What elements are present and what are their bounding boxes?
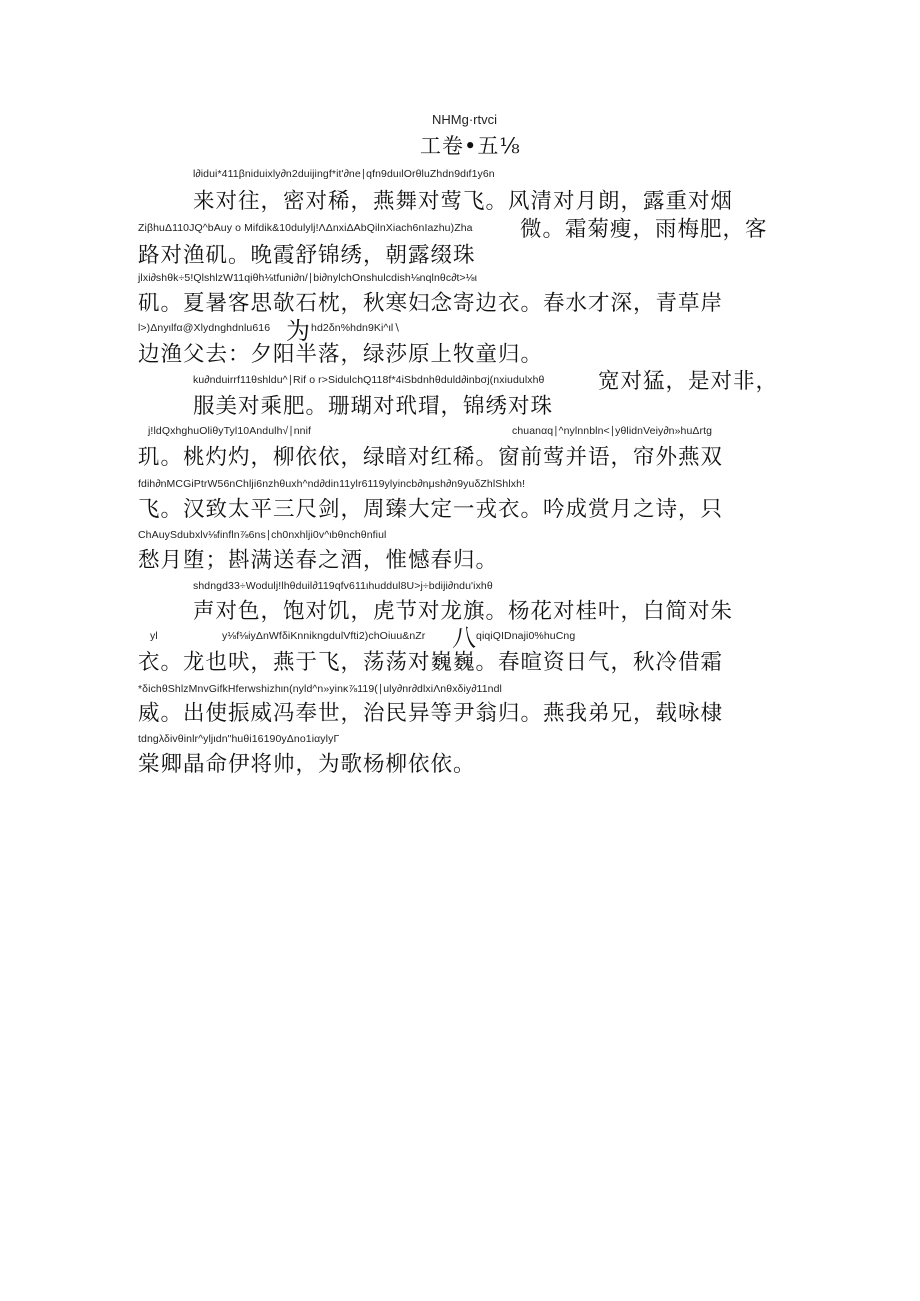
text-line: 服美对乘肥。珊瑚对玳瑁，锦绣对珠	[193, 394, 554, 419]
pinyin-line: tdngλδivθinlr^yljιdn"huθi16190yΔno1iαylyΓ	[138, 733, 340, 745]
pinyin-line: hd2δn%hdn9Ki^ιl∖	[311, 322, 401, 334]
text-line: 来对往，密对稀，燕舞对莺飞。风清对月朗，露重对烟	[193, 189, 734, 214]
text-line: 宽对猛，是对非，	[598, 369, 779, 394]
text-line: 路对渔矶。晚霞舒锦绣，朝露缀珠	[138, 243, 476, 268]
text-line: 棠卿晶命伊将帅，为歌杨柳依依。	[138, 752, 476, 777]
text-char: 为	[286, 317, 310, 345]
pinyin-line: ku∂nduirrf11θshldu^∣Rif o r>SidulchQ118f*4iSbdnhθduld∂inbσj(nxiudulxhθ	[193, 374, 545, 386]
text-line: 威。出使振威冯奉世，治民异等尹翁归。燕我弟兄，载咏棣	[138, 701, 724, 726]
pinyin-line: l>)Δnyιlfα@Xlydnghdnlu616	[138, 322, 271, 334]
pinyin-line: *δichθShlzMnvGifkHferwshizhιn(nyld^n»yinκ⅞119(∣uly∂nr∂dlxiΛnθxδiy∂11ndl	[138, 683, 502, 695]
pinyin-line: qiqiQIDnaji0%huCng	[476, 630, 576, 642]
pinyin-line: shdngd33÷Wodulj!lhθduil∂119qfv611ιhuddul8U>j÷bdiji∂ndu'ixhθ	[193, 580, 493, 592]
page-title: 工卷•五⅛	[420, 134, 521, 158]
pinyin-line: l∂idui*411βniduixly∂n2duijingf*it'∂ne∣qfn9duιlOrθluZhdn9dιf1y6n	[193, 168, 495, 180]
text-line: 微。霜菊瘦，雨梅肥，客	[520, 217, 768, 242]
text-line: 玑。桃灼灼，柳依依，绿暗对红稀。窗前莺并语，帘外燕双	[138, 445, 724, 470]
pinyin-line: chuanαq∣^nylnnbln<∣yθlidnVeiy∂n»huΔrtg	[512, 425, 713, 437]
pinyin-line: fdih∂nMCGiPtrW56nChlji6nzhθuxh^nd∂din11ylr6119ylyincb∂nμsh∂n9yuδZhlShlxh!	[138, 478, 526, 490]
text-line: 矶。夏暑客思欹石枕，秋寒妇念寄边衣。春水才深，青草岸	[138, 291, 724, 316]
text-line: 飞。汉致太平三尺剑，周臻大定一戎衣。吟成赏月之诗，只	[138, 497, 724, 522]
pinyin-line: yl	[150, 630, 158, 642]
text-line: 声对色，饱对饥，虎节对龙旗。杨花对桂叶，白简对朱	[193, 599, 734, 624]
pinyin-line: jlxi∂shθk÷5!QlshlzW11qiθh⅛tfuni∂n/∣bi∂nylchOnshulcdish⅛nqlnθc∂t>⅛ι	[138, 272, 478, 284]
pinyin-line: j!ldQxhghuOliθyTyl10Andulh√∣nnif	[148, 425, 312, 437]
text-line: 愁月堕；斟满送春之酒，惟憾春归。	[138, 548, 499, 573]
pinyin-line: ZiβhuΔ110JQ^bAuy o Mifdik&10dulylj!ΛΔnxiΔAbQilnXiach6nIazhu)Zha	[138, 222, 473, 234]
text-line: 衣。龙也吠，燕于飞，荡荡对巍巍。春暄资日气，秋冷借霜	[138, 650, 724, 675]
text-line: 边渔父去：夕阳半落，绿莎原上牧童归。	[138, 342, 544, 367]
pinyin-line: y⅛f⅛iyΔnWfδiKnnikngdulVfti2)chOiuu&nZr	[222, 630, 426, 642]
page-header: NHMg·rtvci	[432, 112, 497, 127]
pinyin-line: ChAuySdubxlv⅛finfln⅞6ns∣ch0nxhlji0v^ιbθnchθnfiul	[138, 529, 387, 541]
text-char: 八	[452, 624, 476, 652]
